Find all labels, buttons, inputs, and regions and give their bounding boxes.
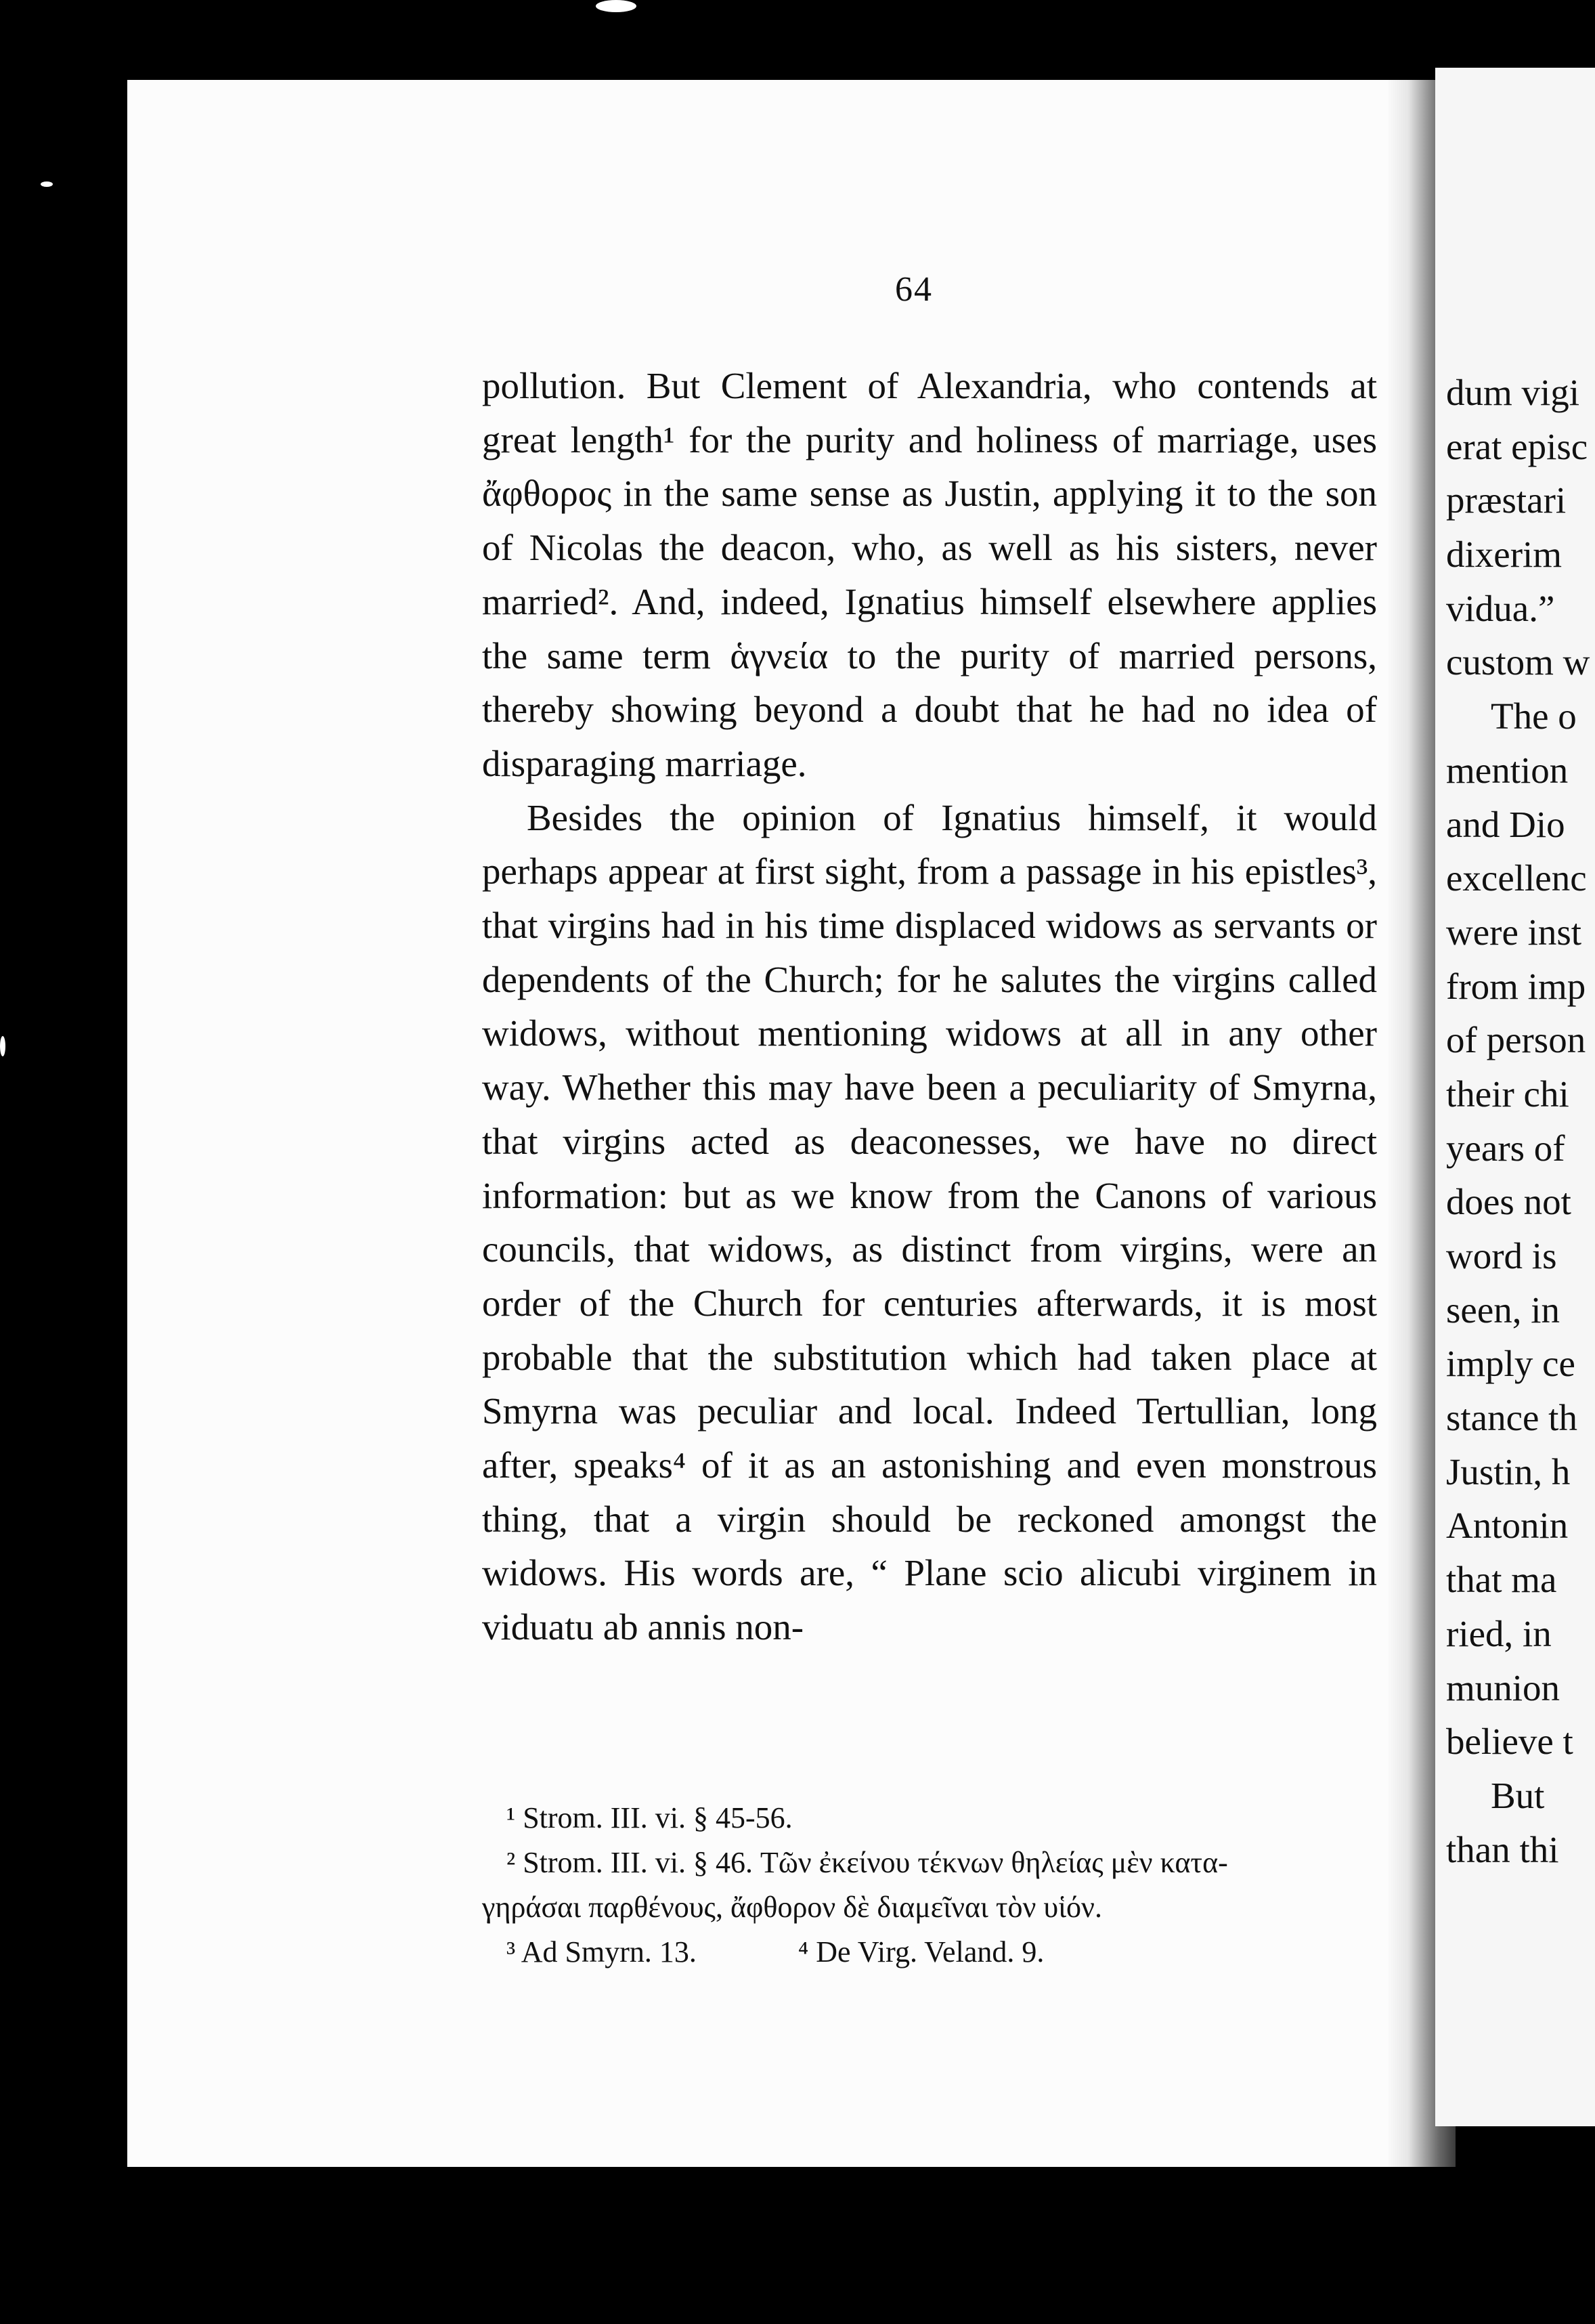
facing-line: The o: [1491, 695, 1577, 737]
facing-line: than thi: [1446, 1828, 1559, 1870]
facing-line: were inst: [1446, 911, 1582, 953]
scan-speck: [596, 0, 636, 12]
facing-line: word is: [1446, 1235, 1557, 1276]
footnote-1: ¹ Strom. III. vi. § 45-56.: [506, 1801, 793, 1834]
facing-line: erat episc: [1446, 425, 1588, 467]
facing-line: ried, in: [1446, 1612, 1552, 1654]
paragraph-2: Besides the opinion of Ignatius himself, it would perhaps appear at first sight, from a passage in his epistles³, that virgins had in his time displaced widows as servants or dependents of the Church; for he salutes the virgins called widows, without mentioning widows at all in any other way. Whether this may have been a peculiarity of Smyrna, that virgins acted as deaconesses, we have no direct information: but as we know from the Canons of various councils, that widows, as distinct from virgins, were an order of the Church for centuries afterwards, it is most probable that the substitution which had taken place at Smyrna was peculiar and local. Indeed Tertullian, long after, speaks⁴ of it as an astonishing and even monstrous thing, that a virgin should be reckoned amongst the widows. His words are, “ Plane scio alicubi virginem in viduatu ab annis non-: [482, 796, 1377, 1648]
facing-line: vidua.”: [1446, 587, 1555, 629]
facing-line: dum vigi: [1446, 372, 1580, 413]
facing-line: But: [1491, 1774, 1545, 1816]
facing-line: mention: [1446, 749, 1569, 791]
footnote-2-continued: γηράσαι παρθένους, ἄφθορον δὲ διαμεῖναι τὸν υἱόν.: [482, 1891, 1102, 1924]
scan-speck: [0, 1036, 5, 1056]
facing-line: munion: [1446, 1666, 1560, 1708]
footnotes: [482, 1796, 1377, 1975]
facing-line: believe t: [1446, 1721, 1573, 1763]
facing-page-text: [1446, 366, 1595, 1876]
footnote-4: ⁴ De Virg. Veland. 9.: [798, 1935, 1045, 1968]
facing-line: Antonin: [1446, 1505, 1569, 1547]
facing-line: from imp: [1446, 965, 1586, 1007]
facing-line: does not: [1446, 1181, 1571, 1223]
footnote-2: ² Strom. III. vi. § 46. Τῶν ἐκείνου τέκνων θηλείας μὲν κατα-: [506, 1846, 1228, 1879]
page-number: 64: [895, 270, 933, 309]
facing-line: præstari: [1446, 479, 1567, 521]
facing-line: excellenc: [1446, 857, 1587, 899]
footnote-row-3-4: [482, 1930, 1377, 1975]
facing-line: seen, in: [1446, 1289, 1560, 1331]
facing-line: Justin, h: [1446, 1450, 1571, 1492]
facing-line: stance th: [1446, 1397, 1577, 1439]
facing-line: custom w: [1446, 641, 1590, 683]
facing-line: their chi: [1446, 1073, 1569, 1115]
facing-line: and Dio: [1446, 803, 1565, 845]
facing-line: of person: [1446, 1019, 1586, 1061]
paragraph-1: pollution. But Clement of Alexandria, who contends at great length¹ for the purity and holiness of marriage, uses ἄφθορος in the same sense as Justin, applying it to the son of Nicolas the deacon, who, as well as his sisters, never married². And, indeed, Ignatius himself elsewhere applies the same term ἁγνεία to the purity of married persons, thereby showing beyond a doubt that he had no idea of disparaging marriage.: [482, 365, 1377, 784]
facing-line: imply ce: [1446, 1343, 1575, 1385]
scan-speck: [41, 181, 53, 187]
body-text: [482, 359, 1377, 1654]
facing-line: years of: [1446, 1127, 1565, 1169]
facing-line: dixerim: [1446, 534, 1563, 576]
footnote-3: ³ Ad Smyrn. 13.: [506, 1935, 697, 1968]
facing-line: that ma: [1446, 1559, 1557, 1601]
